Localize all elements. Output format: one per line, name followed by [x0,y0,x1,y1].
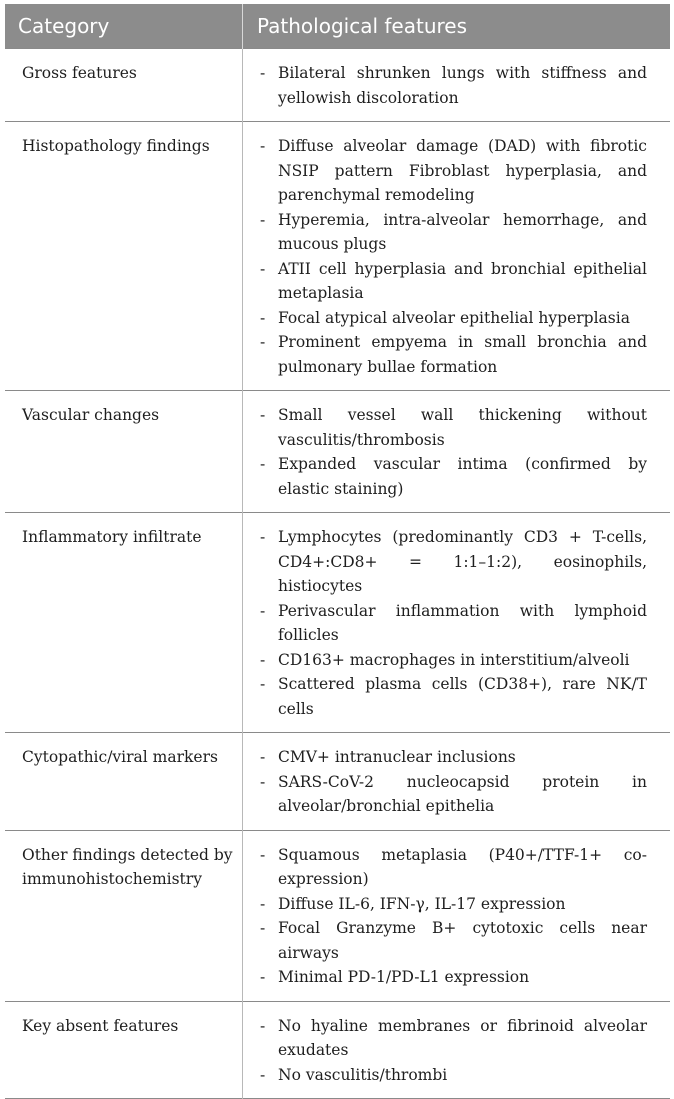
feature-item: - CD163+ macrophages in interstitium/alveoli [260,648,647,673]
feature-list [260,403,647,501]
feature-item: - No hyaline membranes or fibrinoid alveolar exudates [260,1014,647,1063]
header-category: Category [5,4,243,49]
feature-item: - SARS-CoV-2 nucleocapsid protein in alveolar/bronchial epithelia [260,770,647,819]
table-row [5,49,670,122]
feature-item: - Minimal PD-1/PD-L1 expression [260,965,647,990]
feature-item: - Squamous metaplasia (P40+/TTF-1+ co-expression) [260,843,647,892]
category-cell: Cytopathic/viral markers [5,733,243,831]
feature-item: - Perivascular inflammation with lymphoid follicles [260,599,647,648]
header-row [5,4,670,49]
category-cell: Histopathology findings [5,122,243,391]
feature-item: - Lymphocytes (predominantly CD3 + T-cells, CD4+:CD8+ = 1:1–1:2), eosinophils, histiocytes [260,525,647,599]
feature-list [260,1014,647,1088]
feature-item: - Hyperemia, intra-alveolar hemorrhage, and mucous plugs [260,208,647,257]
feature-item: - Prominent empyema in small bronchia and pulmonary bullae formation [260,330,647,379]
features-cell [243,733,671,831]
features-cell [243,513,671,733]
feature-list [260,134,647,379]
table-row [5,830,670,1001]
feature-item: - Focal Granzyme B+ cytotoxic cells near airways [260,916,647,965]
feature-list [260,745,647,819]
feature-item: - No vasculitis/thrombi [260,1063,647,1088]
table-header [5,4,670,49]
table-body [5,49,670,1099]
features-cell [243,122,671,391]
feature-item: - CMV+ intranuclear inclusions [260,745,647,770]
feature-item: - Expanded vascular intima (confirmed by elastic staining) [260,452,647,501]
feature-list [260,61,647,110]
features-cell [243,1001,671,1099]
table-row [5,513,670,733]
table-row [5,122,670,391]
header-features: Pathological features [243,4,671,49]
feature-item: - Scattered plasma cells (CD38+), rare NK/T cells [260,672,647,721]
feature-item: - ATII cell hyperplasia and bronchial epithelial metaplasia [260,257,647,306]
category-cell: Vascular changes [5,391,243,513]
feature-list [260,525,647,721]
category-cell: Inflammatory infiltrate [5,513,243,733]
category-cell: Other findings detected by immunohistochemistry [5,830,243,1001]
table-row [5,733,670,831]
table-row [5,1001,670,1099]
feature-item: - Bilateral shrunken lungs with stiffness and yellowish discoloration [260,61,647,110]
pathology-table [5,4,670,1099]
feature-item: - Diffuse alveolar damage (DAD) with fibrotic NSIP pattern Fibroblast hyperplasia, and parenchymal remodeling [260,134,647,208]
feature-item: - Focal atypical alveolar epithelial hyperplasia [260,306,647,331]
category-cell: Gross features [5,49,243,122]
table-row [5,391,670,513]
feature-item: - Small vessel wall thickening without vasculitis/thrombosis [260,403,647,452]
features-cell [243,391,671,513]
features-cell [243,49,671,122]
category-cell: Key absent features [5,1001,243,1099]
feature-item: - Diffuse IL-6, IFN-γ, IL-17 expression [260,892,647,917]
feature-list [260,843,647,990]
features-cell [243,830,671,1001]
